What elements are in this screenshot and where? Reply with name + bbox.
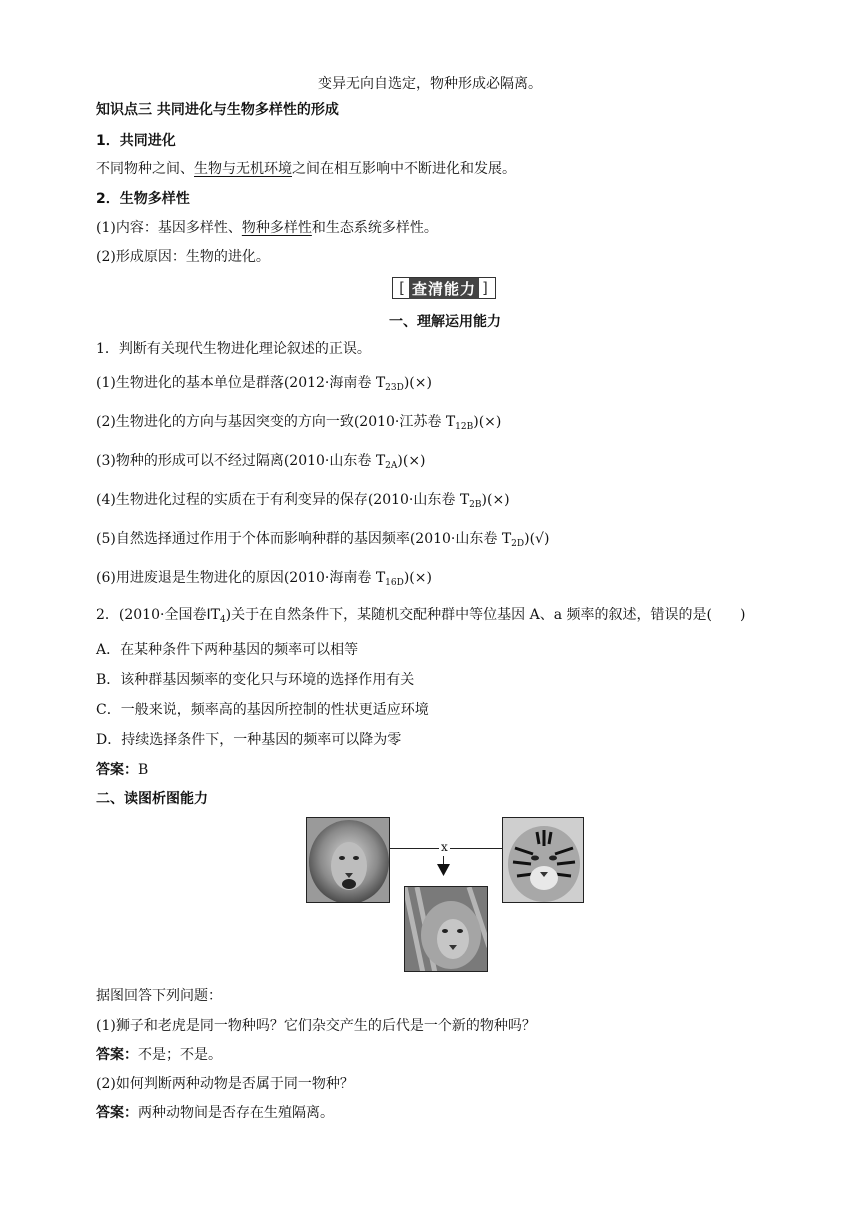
subscript: 4 [219,615,226,625]
source: 山东卷 [413,492,456,508]
text-part: )关于在自然条件下，某随机交配种群中等位基因 A、a 频率的叙述，错误的是( ) [225,607,746,623]
banner-bracket: [ [399,279,406,297]
q3-a2 [96,1104,334,1122]
liger-photo [404,886,488,972]
answer-value: 不是；不是。 [138,1047,222,1063]
q2-answer [96,761,148,779]
q1-item [96,413,501,436]
judgement-mark: )(√) [524,531,550,547]
header-mnemonic: 变异无向自选定，物种形成必隔离。 [318,76,542,92]
subscript: 12B [455,422,474,432]
kp3-s2-p2: (2)形成原因：生物的进化。 [96,249,270,265]
answer-value: 两种动物间是否存在生殖隔离。 [138,1105,334,1121]
subscript: 23D [385,383,404,393]
kp3-s2-p1 [96,219,438,237]
source: 全国卷Ⅰ [164,607,211,623]
text: (3)物种的形成可以不经过隔离(2010· [96,453,330,469]
text-part: T [371,570,386,586]
kp3-s1-text [96,160,516,178]
text-part: 2．(2010· [96,607,165,623]
subscript: 2A [385,461,398,471]
source: 山东卷 [455,531,498,547]
arrow-down-icon [437,864,450,877]
lion-photo [306,817,390,903]
text-part: T [497,531,512,547]
text-part: T [371,453,386,469]
cross-symbol: x [441,840,448,854]
answer-label: 答案： [96,1047,138,1063]
subscript: 2B [469,500,482,510]
underlined-term: 生物与无机环境 [194,161,292,177]
answer-value: B [138,762,149,778]
q2-stem [96,606,745,629]
q3-p2: (2)如何判断两种动物是否属于同一物种？ [96,1076,354,1092]
underlined-term: 物种多样性 [241,220,312,236]
q2-option-c: C．一般来说，频率高的基因所控制的性状更适应环境 [96,702,429,718]
q1-item [96,452,426,475]
judgement-mark: )(×) [397,453,426,469]
text-part: T [441,414,456,430]
section-banner [392,277,496,299]
text-part: 和生态系统多样性。 [311,220,438,236]
text: (6)用进废退是生物进化的原因(2010· [96,570,330,586]
subscript: 16D [385,578,404,588]
banner-bracket: ] [482,279,489,297]
judgement-mark: )(×) [481,492,510,508]
section1-title: 一、理解运用能力 [389,314,501,330]
judgement-mark: )(×) [403,375,432,391]
text: (4)生物进化过程的实质在于有利变异的保存(2010· [96,492,414,508]
kp3-s2-title: 2．生物多样性 [96,191,190,207]
source: 山东卷 [329,453,372,469]
q2-option-b: B．该种群基因频率的变化只与环境的选择作用有关 [96,672,415,688]
text-part: 不同物种之间、 [96,161,194,177]
q2-option-a: A．在某种条件下两种基因的频率可以相等 [96,642,359,658]
q1-item [96,530,549,553]
q1-stem: 1．判断有关现代生物进化理论叙述的正误。 [96,341,371,357]
q1-item [96,569,432,592]
kp3-title: 知识点三 共同进化与生物多样性的形成 [96,102,339,118]
judgement-mark: )(×) [403,570,432,586]
text: (1)生物进化的基本单位是群落(2012· [96,375,330,391]
source: 海南卷 [329,570,372,586]
text-part: T [371,375,386,391]
source: 海南卷 [329,375,372,391]
banner-text: 查清能力 [409,278,479,299]
answer-label: 答案： [96,1105,138,1121]
text: (5)自然选择通过作用于个体而影响种群的基因频率(2010· [96,531,456,547]
q1-item [96,491,510,514]
text: (2)生物进化的方向与基因突变的方向一致(2010· [96,414,400,430]
q3-p1: (1)狮子和老虎是同一物种吗？它们杂交产生的后代是一个新的物种吗？ [96,1018,536,1034]
text-part: (1)内容：基因多样性、 [96,220,242,236]
source: 江苏卷 [399,414,442,430]
answer-label: 答案： [96,762,138,778]
section2-title: 二、读图析图能力 [96,791,208,807]
q3-a1 [96,1046,222,1064]
text-part: 之间在相互影响中不断进化和发展。 [292,161,516,177]
tiger-photo [502,817,584,903]
q1-item [96,374,432,397]
q3-intro: 据图回答下列问题： [96,988,222,1004]
judgement-mark: )(×) [473,414,502,430]
text-part: T [210,607,220,623]
kp3-s1-title: 1．共同进化 [96,133,176,149]
q2-option-d: D．持续选择条件下，一种基因的频率可以降为零 [96,732,402,748]
text-part: T [455,492,470,508]
subscript: 2D [511,539,525,549]
